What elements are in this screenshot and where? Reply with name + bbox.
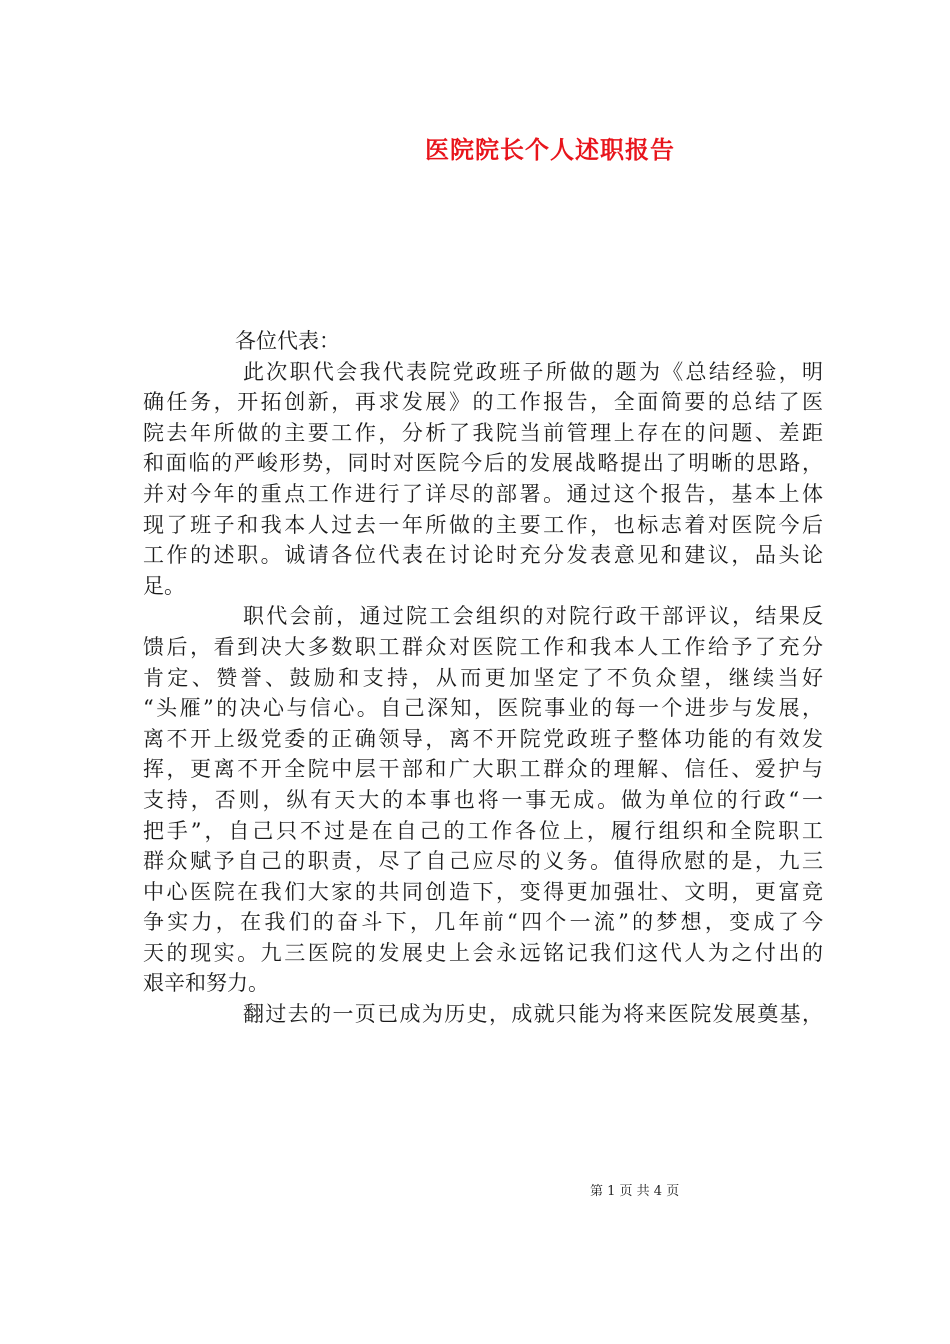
- paragraph-line: 现了班子和我本人过去一年所做的主要工作，也标志着对医院今后: [143, 512, 823, 537]
- paragraph-line: 职代会前，通过院工会组织的对院行政干部评议，结果反: [243, 604, 823, 629]
- paragraph-line: 足。: [143, 573, 185, 598]
- page-number-footer: 第 1 页 共 4 页: [590, 1184, 680, 1199]
- paragraph-line: 翻过去的一页已成为历史，成就只能为将来医院发展奠基，: [243, 1002, 823, 1027]
- paragraph-line: 争实力，在我们的奋斗下，几年前“四个一流”的梦想，变成了今: [143, 910, 823, 935]
- paragraph-line: 离不开上级党委的正确领导，离不开院党政班子整体功能的有效发: [143, 726, 823, 751]
- paragraph-line: 工作的述职。诚请各位代表在讨论时充分发表意见和建议，品头论: [143, 543, 823, 568]
- paragraph-line: 挥，更离不开全院中层干部和广大职工群众的理解、信任、爱护与: [143, 757, 823, 782]
- paragraph-3: [143, 999, 823, 1030]
- paragraph-2: [143, 601, 823, 999]
- paragraph-line: 和面临的严峻形势，同时对医院今后的发展战略提出了明晰的思路，: [143, 451, 823, 476]
- document-title: 医院院长个人述职报告: [425, 135, 675, 164]
- paragraph-line: “头雁”的决心与信心。自己深知，医院事业的每一个进步与发展，: [143, 696, 823, 721]
- paragraph-line: 中心医院在我们大家的共同创造下，变得更加强壮、文明，更富竞: [143, 879, 823, 904]
- paragraph-line: 天的现实。九三医院的发展史上会永远铭记我们这代人为之付出的: [143, 940, 823, 965]
- paragraph-line: 确任务，开拓创新，再求发展》的工作报告，全面简要的总结了医: [143, 390, 823, 415]
- document-body: [143, 326, 823, 1030]
- paragraph-line: 此次职代会我代表院党政班子所做的题为《总结经验，明: [243, 359, 823, 384]
- paragraph-line: 艰辛和努力。: [143, 971, 269, 996]
- paragraph-line: 院去年所做的主要工作，分析了我院当前管理上存在的问题、差距: [143, 420, 823, 445]
- paragraph-1: [143, 357, 823, 602]
- paragraph-line: 肯定、赞誉、鼓励和支持，从而更加坚定了不负众望，继续当好: [143, 665, 823, 690]
- salutation: 各位代表：: [235, 329, 340, 353]
- paragraph-line: 支持，否则，纵有天大的本事也将一事无成。做为单位的行政“一: [143, 787, 823, 812]
- paragraph-line: 并对今年的重点工作进行了详尽的部署。通过这个报告，基本上体: [143, 481, 823, 506]
- paragraph-line: 馈后，看到决大多数职工群众对医院工作和我本人工作给予了充分: [143, 634, 823, 659]
- paragraph-line: 把手”，自己只不过是在自己的工作各位上，履行组织和全院职工: [143, 818, 823, 843]
- paragraph-line: 群众赋予自己的职责，尽了自己应尽的义务。值得欣慰的是，九三: [143, 849, 823, 874]
